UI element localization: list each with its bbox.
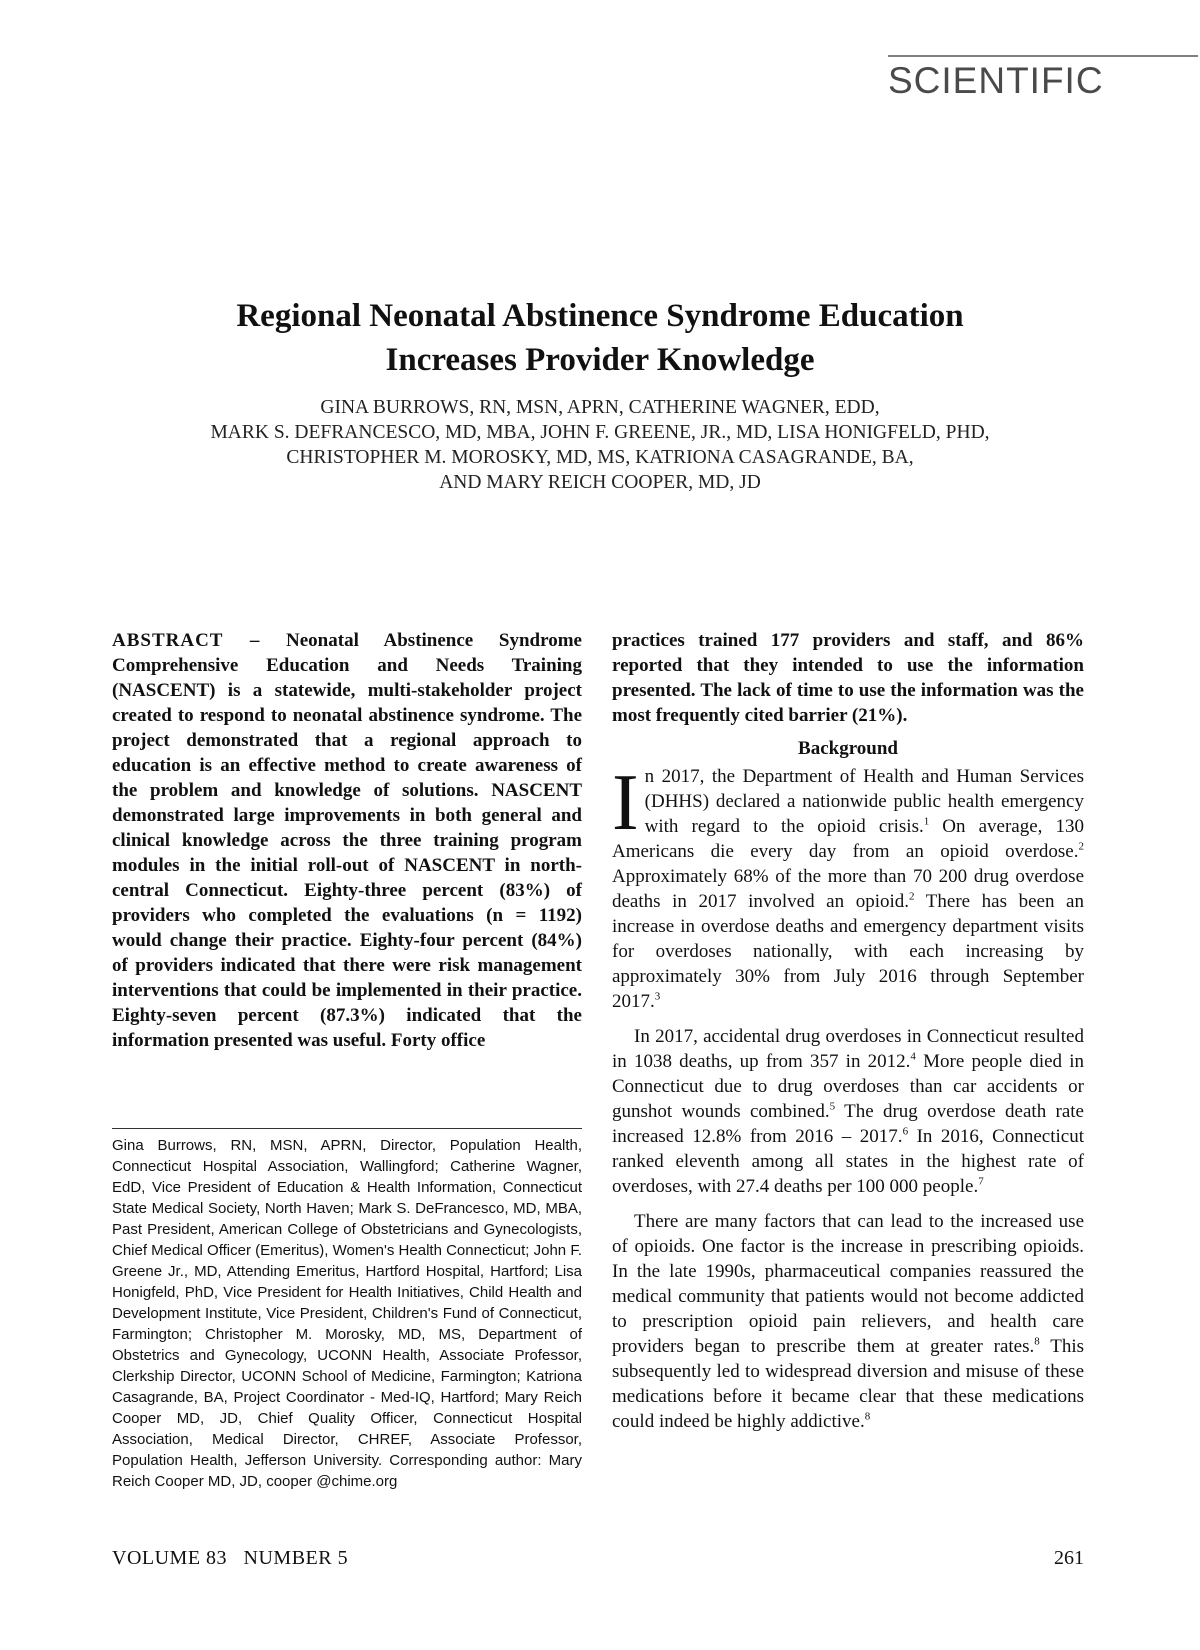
text-run: In 2017, accidental drug overdoses in Connecticut resulted in 1038 deaths, up from 357 in 2012.: [612, 1026, 1084, 1072]
reference-marker: 3: [654, 990, 661, 1003]
text-run: Approximately 68% of the more than 70 200 drug overdose deaths in 2017 involved an opioid.: [612, 866, 1084, 912]
author-line: MARK S. DEFRANCESCO, MD, MBA, JOHN F. GREENE, JR., MD, LISA HONIGFELD, PHD,: [210, 422, 990, 443]
paragraph: [612, 1209, 1084, 1434]
reference-marker: 1: [923, 815, 930, 828]
text-run: There has been an increase in overdose deaths and emergency department visits for overdoses nationally, with each increasing by approximately 30% from July 2016 through September 2017.: [612, 891, 1084, 1012]
affiliation-divider: [112, 1128, 582, 1129]
text-run: n 2017, the Department of Health and Human Services (DHHS) declared a nationwide public health emergency with regard to the opioid crisis.: [644, 766, 1084, 837]
section-label: SCIENTIFIC: [888, 60, 1104, 101]
text-run: In 2016, Connecticut ranked eleventh among all states in the highest rate of overdoses, with 27.4 deaths per 100 000 people.: [612, 1126, 1084, 1197]
reference-marker: 8: [864, 1410, 871, 1423]
reference-marker: 7: [978, 1175, 984, 1188]
text-run: There are many factors that can lead to the increased use of opioids. One factor is the increase in prescribing opioids. In the late 1990s, pharmaceutical companies reassured the medical community that patients would not become addicted to prescription opioid pain relievers, and health care providers began to prescribe them at greater rates.: [612, 1211, 1084, 1357]
author-line: AND MARY REICH COOPER, MD, JD: [439, 472, 761, 493]
abstract-body-left: Neonatal Abstinence Syndrome Comprehensive Education and Needs Training (NASCENT) is a statewide, multi-stakeholder project created to respond to neonatal abstinence syndrome. The project demonstrated that a regional approach to education is an effective method to create awareness of the problem and knowledge of solutions. NASCENT demonstrated large improvements in both general and clinical knowledge across the three training program modules in the initial roll-out of NASCENT in north-central Connecticut. Eighty-three percent (83%) of providers who completed the evaluations (n = 1192) would change their practice. Eighty-four percent (84%) of providers indicated that there were risk management interventions that could be implemented in their practice. Eighty-seven percent (87.3%) indicated that the information presented was useful. Forty office: [112, 630, 582, 1051]
author-line: GINA BURROWS, RN, MSN, APRN, CATHERINE WAGNER, EDD,: [320, 397, 880, 418]
drop-cap: I: [612, 759, 639, 847]
author-list: [120, 395, 1080, 495]
abstract-text: [112, 628, 582, 1053]
footer-volume: VOLUME 83 NUMBER 5: [112, 1547, 349, 1569]
reference-marker: 2: [909, 890, 915, 903]
section-rule: [888, 55, 1198, 57]
text-run: This subsequently led to widespread diversion and misuse of these medications before it became clear that these medications could indeed be highly addictive.: [612, 1336, 1084, 1432]
text-run: The drug overdose death rate increased 12.8% from 2016 – 2017.: [612, 1101, 1084, 1147]
reference-marker: 4: [910, 1050, 916, 1063]
author-affiliations: Gina Burrows, RN, MSN, APRN, Director, Population Health, Connecticut Hospital Association, Wallingford; Catherine Wagner, EdD, Vice President of Education & Health Information, Connecticut State Medical Society, North Haven; Mark S. DeFrancesco, MD, MBA, Past President, American College of Obstetricians and Gynecologists, Chief Medical Officer (Emeritus), Women's Health Connecticut; John F. Greene Jr., MD, Attending Emeritus, Hartford Hospital, Hartford; Lisa Honigfeld, PhD, Vice President for Health Initiatives, Child Health and Development Institute, Vice President, Children's Fund of Connecticut, Farmington; Christopher M. Morosky, MD, MS, Department of Obstetrics and Gynecology, UCONN Health, Associate Professor, Clerkship Director, UCONN School of Medicine, Farmington; Katriona Casagrande, BA, Project Coordinator - Med-IQ, Hartford; Mary Reich Cooper MD, JD, Chief Quality Officer, Connecticut Hospital Association, Medical Director, CHREF, Associate Professor, Population Health, Jefferson University. Corresponding author: Mary Reich Cooper MD, JD, cooper @chime.org: [112, 1137, 582, 1490]
section-heading-background: Background: [798, 738, 898, 759]
abstract-label: ABSTRACT –: [112, 630, 261, 651]
abstract-body-right: practices trained 177 providers and staff, and 86% reported that they intended to use the information presented. The lack of time to use the information was the most frequently cited barrier (21%).: [612, 630, 1084, 726]
footer-page-number: 261: [1054, 1547, 1084, 1569]
text-run: On average, 130 Americans die every day from an opioid overdose.: [612, 816, 1084, 862]
text-run: More people died in Connecticut due to drug overdoses than car accidents or gunshot wounds combined.: [612, 1051, 1085, 1122]
reference-marker: 6: [902, 1125, 909, 1138]
left-column: [112, 628, 582, 1053]
reference-marker: 8: [1034, 1335, 1040, 1348]
article-title: [120, 294, 1080, 382]
paragraph: [612, 759, 1084, 1014]
author-line: CHRISTOPHER M. MOROSKY, MD, MS, KATRIONA CASAGRANDE, BA,: [286, 447, 914, 468]
title-line-1: Regional Neonatal Abstinence Syndrome Education: [236, 298, 964, 334]
right-column: [612, 628, 1084, 1434]
title-line-2: Increases Provider Knowledge: [385, 342, 815, 378]
reference-marker: 2: [1078, 840, 1084, 853]
reference-marker: 5: [829, 1100, 836, 1113]
paragraph: [612, 1024, 1084, 1199]
